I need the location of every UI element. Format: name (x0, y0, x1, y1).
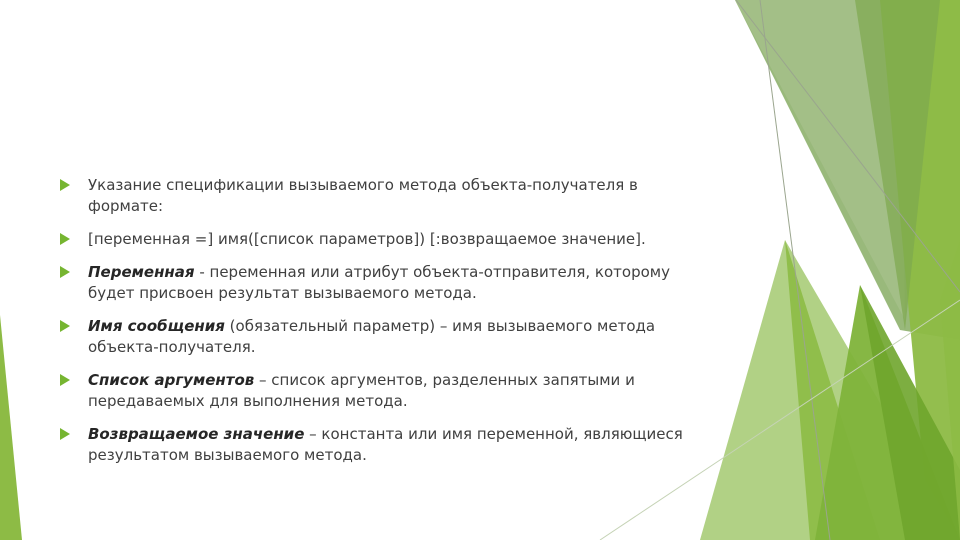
bullet-text: – константа или имя переменной, являющиеся результатом вызываемого метода. (88, 425, 683, 464)
bullet-text: - переменная или атрибут объекта-отправителя, которому будет присвоен результат вызываемого метода. (88, 263, 670, 302)
list-item (60, 175, 710, 217)
bullet-term: Переменная (88, 263, 195, 281)
bullet-text: (обязательный параметр) – имя вызываемого метода объекта-получателя. (88, 317, 656, 356)
list-item (60, 262, 710, 304)
triangle-bullet-icon (60, 428, 70, 440)
bullet-term: Возвращаемое значение (88, 425, 305, 443)
list-item (60, 370, 710, 412)
bullet-term: Имя сообщения (88, 317, 225, 335)
list-item (60, 316, 710, 358)
triangle-bullet-icon (60, 233, 70, 245)
list-item (60, 424, 710, 466)
triangle-bullet-icon (60, 320, 70, 332)
list-item (60, 229, 710, 250)
triangle-bullet-icon (60, 374, 70, 386)
bullet-term: Список аргументов (88, 371, 255, 389)
facet-shape (0, 315, 22, 540)
bullet-text: [переменная =] имя([список параметров]) [:возвращаемое значение]. (88, 230, 646, 248)
slide-content (60, 175, 710, 478)
bullet-list (60, 175, 710, 466)
triangle-bullet-icon (60, 266, 70, 278)
bullet-text: – список аргументов, разделенных запятыми и передаваемых для выполнения метода. (88, 371, 635, 410)
triangle-bullet-icon (60, 179, 70, 191)
bullet-text: Указание спецификации вызываемого метода объекта-получателя в формате: (88, 176, 638, 215)
